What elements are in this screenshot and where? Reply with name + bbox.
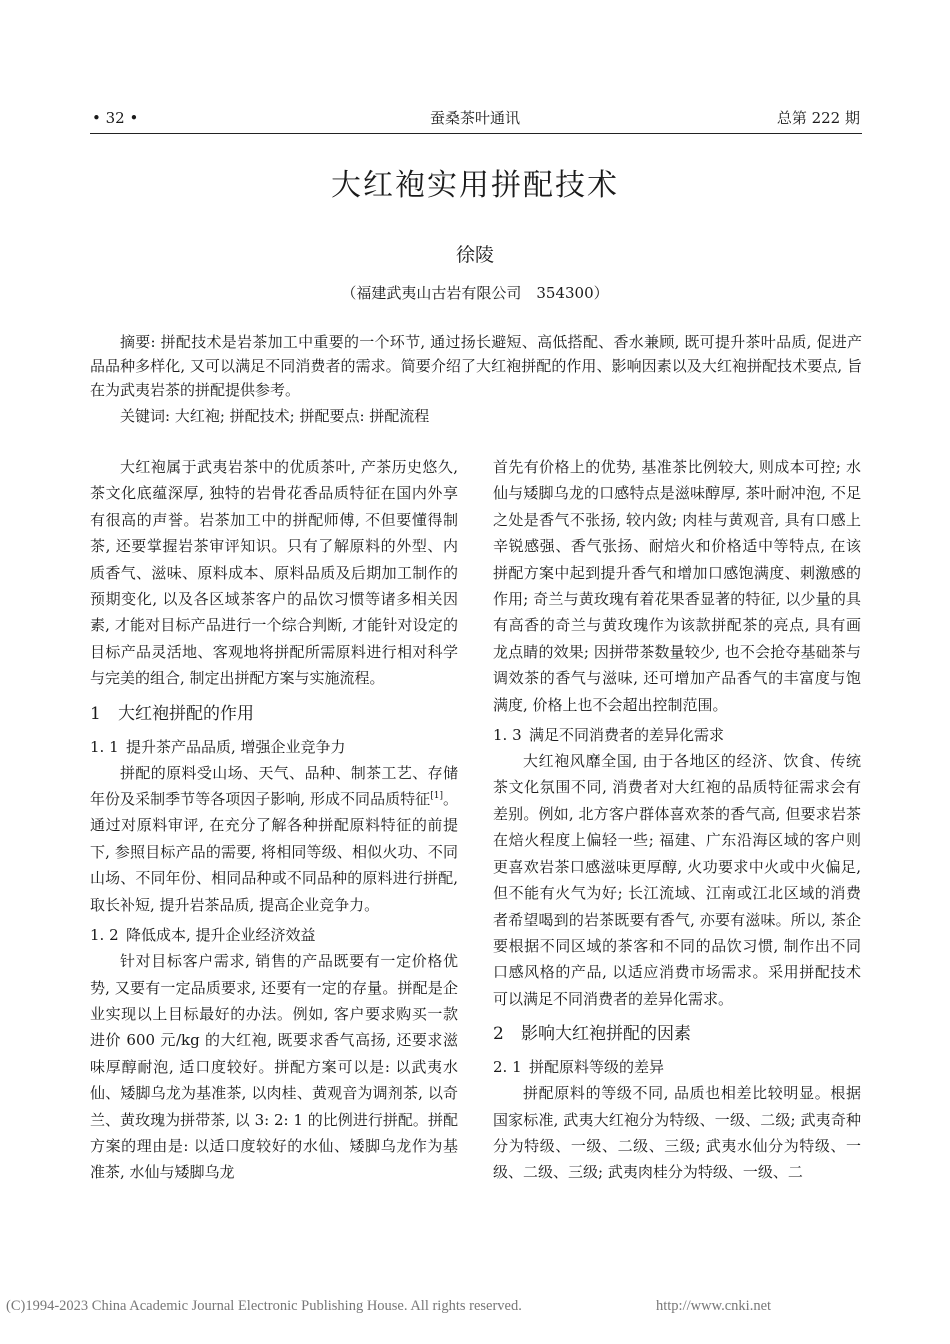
section-2-1-heading [493,1054,861,1080]
citation-ref[interactable]: [1] [430,791,443,802]
section-1-1-paragraph [90,760,458,918]
section-title: 影响大红袍拼配的因素 [521,1024,691,1045]
section-number: 1. 2 [90,926,119,945]
section-number: 1 [90,703,101,724]
article-title: 大红袍实用拼配技术 [331,168,619,203]
page-number: • 32 • [92,109,139,127]
section-title: 拼配原料等级的差异 [529,1058,665,1077]
header-rule [90,133,862,134]
section-1-3-paragraph: 大红袍风靡全国, 由于各地区的经济、饮食、传统茶文化氛围不同, 消费者对大红袍的品质特征需求会有差别。例如, 北方客户群体喜欢茶的香气高, 但要求岩茶在焙火程度上偏轻一些; 福建、广东沿海区域的客户则更喜欢岩茶口感滋味更厚醇, 火功要求中火或中火偏足, 但不能有火气为好; 长江流域、江南或江北区域的消费者希望喝到的岩茶既要有香气, 亦要有滋味。所以, 茶企要根据不同区域的茶客和不同的品饮习惯, 制作出不同口感风格的产品, 以适应消费市场需求。采用拼配技术可以满足不同消费者的差异化需求。 [493,752,861,1008]
section-title: 提升茶产品品质, 增强企业竞争力 [126,737,346,756]
section-1-2-paragraph-cont: 首先有价格上的优势, 基准茶比例较大, 则成本可控; 水仙与矮脚乌龙的口感特点是滋味醇厚, 茶叶耐冲泡, 不足之处是香气不张扬, 较内敛; 肉桂与黄观音, 具有口感上辛锐感强、香气张扬、耐焙火和价格适中等特点, 在该拼配方案中起到提升香气和增加口感饱满度、刺激感的作用; 奇兰与黄玫瑰有着花果香显著的特征, 以少量的具有高香的奇兰与黄玫瑰作为该款拼配茶的亮点, 具有画龙点睛的效果; 因拼带茶数量较少, 也不会抢夺基础茶与调效茶的香气与滋味, 还可增加产品香气的丰富度与饱满度, 价格上也不会超出控制范围。 [493,458,861,714]
section-title: 满足不同消费者的差异化需求 [529,726,725,745]
issue-number: 总第 222 期 [776,109,860,127]
section-2-heading [493,1020,861,1048]
journal-name: 蚕桑茶叶通讯 [429,109,520,127]
section-2-1-paragraph: 拼配原料的等级不同, 品质也相差比较明显。根据国家标准, 武夷大红袍分为特级、一级、二级; 武夷奇种分为特级、一级、二级、三级; 武夷水仙分为特级、一级、二级、三级; 武夷肉桂分为特级、一级、二 [493,1084,861,1182]
section-1-2-paragraph: 针对目标客户需求, 销售的产品既要有一定价格优势, 又要有一定品质要求, 还要有一定的存量。拼配是企业实现以上目标最好的办法。例如, 客户要求购买一款进价 600 元/kg 的大红袍, 既要求香气高扬, 还要求滋味厚醇耐泡, 适口度较好。拼配方案可以是: 以武夷水仙、矮脚乌龙为基准茶, 以肉桂、黄观音为调剂茶, 以奇兰、黄玫瑰为拼带茶, 以 3: 2: 1 的比例进行拼配。拼配方案的理由是: 以适口度较好的水仙、矮脚乌龙作为基准茶, 水仙与矮脚乌龙 [90,952,458,1182]
section-number: 1. 1 [90,737,119,756]
section-number: 2. 1 [493,1058,522,1077]
section-1-2-heading [90,922,458,948]
paragraph-text: 。通过对原料审评, 在充分了解各种拼配原料特征的前提下, 参照目标产品的需要, 将相同等级、相似火功、不同山场、不同年份、相同品种或不同品种的原料进行拼配, 取长补短, 提升岩茶品质, 提高企业竞争力。 [90,790,458,914]
affiliation: （福建武夷山古岩有限公司 354300） [341,284,609,302]
paragraph-text: 拼配的原料受山场、天气、品种、制茶工艺、存储年份及采制季节等各项因子影响, 形成不同品质特征 [90,763,458,809]
intro-paragraph: 大红袍属于武夷岩茶中的优质茶叶, 产茶历史悠久, 茶文化底蕴深厚, 独特的岩骨花香品质特征在国内外享有很高的声誉。岩茶加工中的拼配师傅, 不但要懂得制茶, 还要掌握岩茶审评知识。只有了解原料的外型、内质香气、滋味、原料成本、原料品质及后期加工制作的预期变化, 以及各区域茶客户的品饮习惯等诸多相关因素, 才能对目标产品进行一个综合判断, 才能针对设定的目标产品灵活地、客观地将拼配所需原料进行相对科学与完美的组合, 制定出拼配方案与实施流程。 [90,458,458,688]
section-number: 2 [493,1024,504,1045]
right-column [493,454,861,1186]
section-1-1-heading [90,734,458,760]
abstract: 摘要: 拼配技术是岩茶加工中重要的一个环节, 通过扬长避短、高低搭配、香水兼顾, 既可提升茶叶品质, 促进产品品种多样化, 又可以满足不同消费者的需求。简要介绍了大红袍拼配的作用、影响因素以及大红袍拼配技术要点, 旨在为武夷岩茶的拼配提供参考。 [90,333,862,399]
copyright-notice: (C)1994-2023 China Academic Journal Electronic Publishing House. All rights reserved. [6,1298,522,1314]
section-1-heading [90,700,458,728]
left-column [90,454,458,1186]
keywords: 关键词: 大红袍; 拼配技术; 拼配要点: 拼配流程 [120,407,430,425]
footer-link[interactable]: http://www.cnki.net [656,1298,772,1314]
section-title: 降低成本, 提升企业经济效益 [126,926,316,945]
author: 徐陵 [455,244,494,266]
section-title: 大红袍拼配的作用 [118,703,254,724]
section-number: 1. 3 [493,726,522,745]
section-1-3-heading [493,722,861,748]
